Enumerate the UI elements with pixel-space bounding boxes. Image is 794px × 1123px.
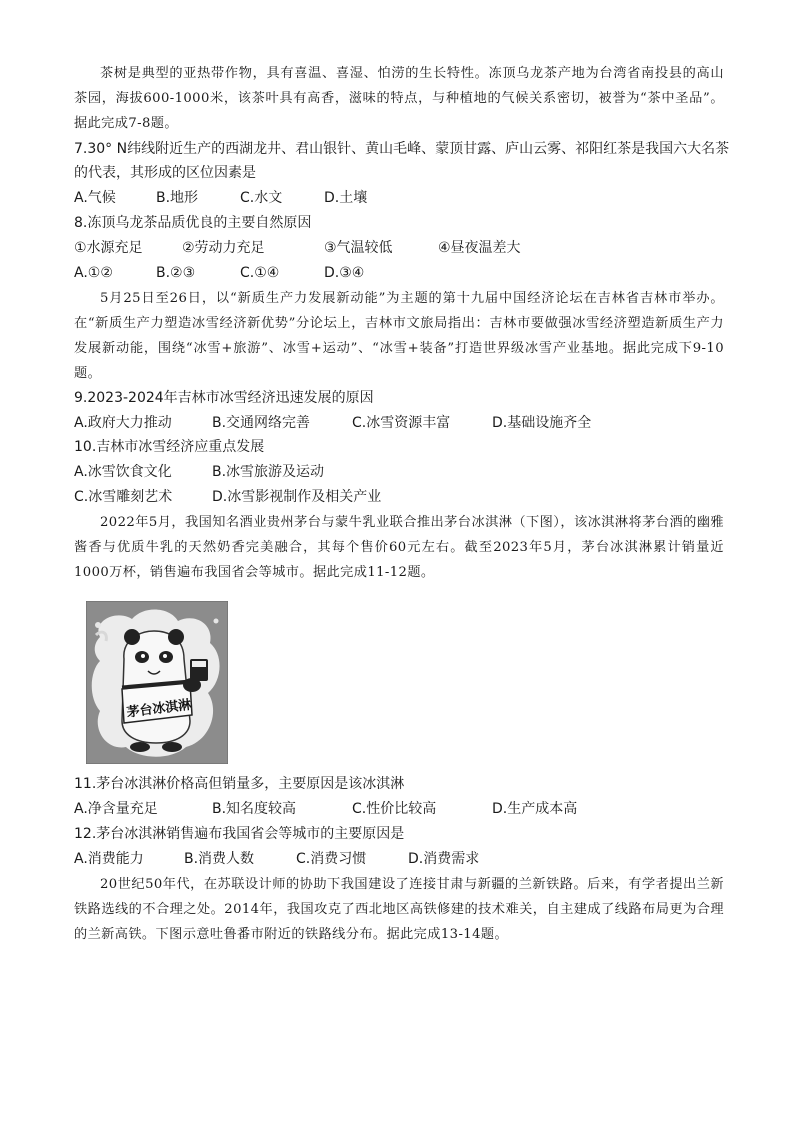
maotai-icecream-figure bbox=[86, 601, 228, 764]
question-8-options bbox=[74, 261, 734, 285]
q7-option-a[interactable]: A.气候 bbox=[74, 190, 116, 206]
question-11-options bbox=[74, 797, 734, 821]
question-11-stem: 11.茅台冰淇淋价格高但销量多，主要原因是该冰淇淋 bbox=[74, 776, 405, 792]
q11-option-a[interactable]: A.净含量充足 bbox=[74, 801, 158, 817]
q8-item-4: ④昼夜温差大 bbox=[438, 240, 521, 256]
question-8-stem: 8.冻顶乌龙茶品质优良的主要自然原因 bbox=[74, 215, 312, 231]
passage-lanxin-railway: 20世纪50年代，在苏联设计师的协助下我国建设了连接甘肃与新疆的兰新铁路。后来，有学者提出兰新铁路选线的不合理之处。2014年，我国攻克了西北地区高铁修建的技术难关，自主建成了线路布局更为合理的兰新高铁。下图示意吐鲁番市附近的铁路线分布。据此完成13-14题。 bbox=[74, 877, 724, 942]
passage-tea: 茶树是典型的亚热带作物，具有喜温、喜湿、怕涝的生长特性。冻顶乌龙茶产地为台湾省南投县的高山茶园，海拔600-1000米，该茶叶具有高香，滋味的特点，与种植地的气候关系密切，被誉为“茶中圣品”。据此完成7-8题。 bbox=[74, 66, 724, 131]
passage-ice-snow: 5月25日至26日，以“新质生产力发展新动能”为主题的第十九届中国经济论坛在吉林省吉林市举办。在“新质生产力塑造冰雪经济新优势”分论坛上，吉林市文旅局指出：吉林市要做强冰雪经济塑造新质生产力发展新动能，围绕“冰雪+旅游”、冰雪+运动”、“冰雪+装备”打造世界级冰雪产业基地。据此完成下9-10题。 bbox=[74, 291, 724, 381]
question-10-stem: 10.吉林市冰雪经济应重点发展 bbox=[74, 439, 265, 455]
q7-option-d[interactable]: D.土壤 bbox=[324, 190, 368, 206]
q10-option-b[interactable]: B.冰雪旅游及运动 bbox=[212, 464, 325, 480]
q7-option-b[interactable]: B.地形 bbox=[156, 190, 199, 206]
question-12-stem: 12.茅台冰淇淋销售遍布我国省会等城市的主要原因是 bbox=[74, 826, 405, 842]
question-12-options bbox=[74, 847, 734, 871]
q9-option-b[interactable]: B.交通网络完善 bbox=[212, 415, 311, 431]
q11-option-c[interactable]: C.性价比较高 bbox=[352, 801, 437, 817]
q9-option-a[interactable]: A.政府大力推动 bbox=[74, 415, 172, 431]
q9-option-d[interactable]: D.基础设施齐全 bbox=[492, 415, 592, 431]
question-7-stem: 7.30° N纬线附近生产的西湖龙井、君山银针、黄山毛峰、蒙顶甘露、庐山云雾、祁阳红茶是我国六大名茶的代表，其形成的区位因素是 bbox=[74, 141, 730, 181]
passage-maotai-icecream: 2022年5月，我国知名酒业贵州茅台与蒙牛乳业联合推出茅台冰淇淋（下图），该冰淇淋将茅台酒的幽雅酱香与优质牛乳的天然奶香完美融合，其每个售价60元左右。截至2023年5月，茅台冰淇淋累计销量近1000万杯，销售遍布我国省会等城市。据此完成11-12题。 bbox=[74, 515, 724, 580]
question-10-options-row1 bbox=[74, 460, 734, 484]
question-8-items bbox=[74, 236, 734, 260]
q12-option-c[interactable]: C.消费习惯 bbox=[296, 851, 367, 867]
q12-option-b[interactable]: B.消费人数 bbox=[184, 851, 255, 867]
q10-option-a[interactable]: A.冰雪饮食文化 bbox=[74, 464, 172, 480]
q8-option-a[interactable]: A.①② bbox=[74, 265, 113, 281]
q8-option-b[interactable]: B.②③ bbox=[156, 265, 196, 281]
q7-option-c[interactable]: C.水文 bbox=[240, 190, 283, 206]
question-10-options-row2 bbox=[74, 485, 734, 509]
q8-item-3: ③气温较低 bbox=[324, 240, 393, 256]
q8-option-d[interactable]: D.③④ bbox=[324, 265, 365, 281]
q12-option-a[interactable]: A.消费能力 bbox=[74, 851, 144, 867]
icecream-mascot-image bbox=[86, 601, 228, 764]
q9-option-c[interactable]: C.冰雪资源丰富 bbox=[352, 415, 451, 431]
q8-item-1: ①水源充足 bbox=[74, 240, 143, 256]
q10-option-d[interactable]: D.冰雪影视制作及相关产业 bbox=[212, 489, 382, 505]
icecream-label-text: 茅台冰淇淋 bbox=[125, 697, 193, 721]
q10-option-c[interactable]: C.冰雪雕刻艺术 bbox=[74, 489, 173, 505]
question-7-options bbox=[74, 186, 734, 210]
q12-option-d[interactable]: D.消费需求 bbox=[408, 851, 480, 867]
q8-item-2: ②劳动力充足 bbox=[182, 240, 265, 256]
question-9-stem: 9.2023-2024年吉林市冰雪经济迅速发展的原因 bbox=[74, 390, 374, 406]
q11-option-d[interactable]: D.生产成本高 bbox=[492, 801, 578, 817]
question-9-options bbox=[74, 411, 734, 435]
q11-option-b[interactable]: B.知名度较高 bbox=[212, 801, 297, 817]
q8-option-c[interactable]: C.①④ bbox=[240, 265, 280, 281]
